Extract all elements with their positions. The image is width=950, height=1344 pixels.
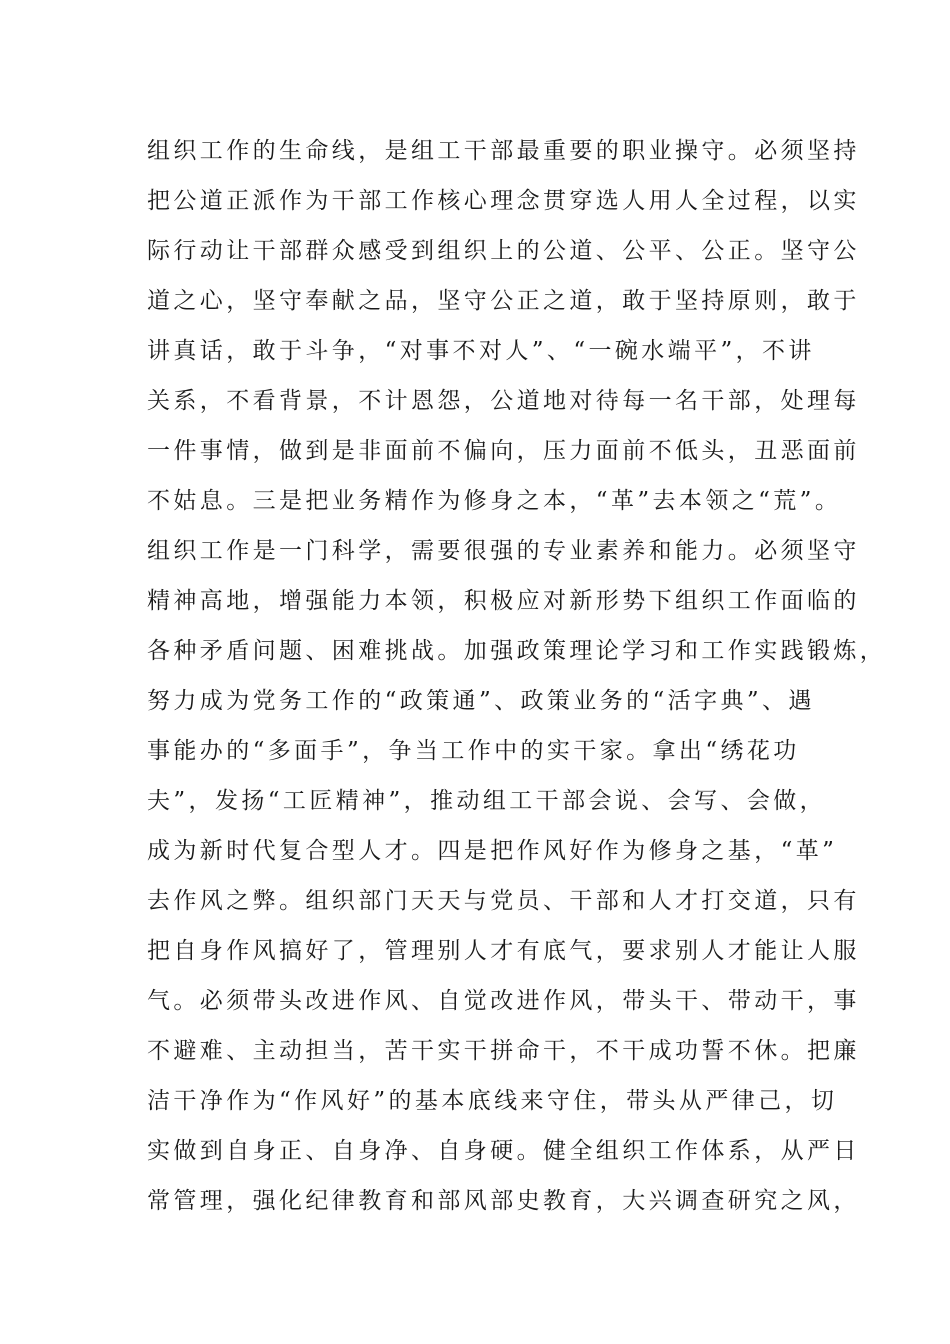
text-line: 讲真话，敢于斗争，“对事不对人”、“一碗水端平”，不讲 — [147, 338, 815, 364]
text-line: 常管理，强化纪律教育和部风部史教育，大兴调查研究之风， — [147, 1188, 860, 1214]
text-line: 不姑息。三是把业务精作为修身之本，“革”去本领之“荒”。 — [147, 488, 842, 514]
text-line: 努力成为党务工作的“政策通”、政策业务的“活字典”、遇 — [147, 688, 815, 714]
text-line: 成为新时代复合型人才。四是把作风好作为修身之基，“革” — [147, 838, 838, 864]
text-line: 组织工作是一门科学，需要很强的专业素养和能力。必须坚守 — [147, 538, 860, 564]
text-line: 道之心，坚守奉献之品，坚守公正之道，敢于坚持原则，敢于 — [147, 288, 860, 314]
text-line: 一件事情，做到是非面前不偏向，压力面前不低头，丑恶面前 — [147, 438, 860, 464]
text-line: 事能办的“多面手”，争当工作中的实干家。拿出“绣花功 — [147, 738, 800, 764]
text-line: 各种矛盾问题、困难挑战。加强政策理论学习和工作实践锻炼， — [147, 638, 887, 664]
text-line: 关系，不看背景，不计恩怨，公道地对待每一名干部，处理每 — [147, 388, 860, 414]
text-line: 不避难、主动担当，苦干实干拼命干，不干成功誓不休。把廉 — [147, 1038, 860, 1064]
text-line: 洁干净作为“作风好”的基本底线来守住，带头从严律己，切 — [147, 1088, 838, 1114]
text-line: 际行动让干部群众感受到组织上的公道、公平、公正。坚守公 — [147, 238, 860, 264]
text-line: 把自身作风搞好了，管理别人才有底气，要求别人才能让人服 — [147, 938, 860, 964]
text-line: 组织工作的生命线，是组工干部最重要的职业操守。必须坚持 — [147, 138, 860, 164]
text-line: 精神高地，增强能力本领，积极应对新形势下组织工作面临的 — [147, 588, 860, 614]
text-line: 实做到自身正、自身净、自身硬。健全组织工作体系，从严日 — [147, 1138, 860, 1164]
text-line: 去作风之弊。组织部门天天与党员、干部和人才打交道，只有 — [147, 888, 860, 914]
text-line: 把公道正派作为干部工作核心理念贯穿选人用人全过程，以实 — [147, 188, 860, 214]
text-line: 夫”，发扬“工匠精神”，推动组工干部会说、会写、会做， — [147, 788, 827, 814]
text-line: 气。必须带头改进作风、自觉改进作风，带头干、带动干，事 — [147, 988, 860, 1014]
